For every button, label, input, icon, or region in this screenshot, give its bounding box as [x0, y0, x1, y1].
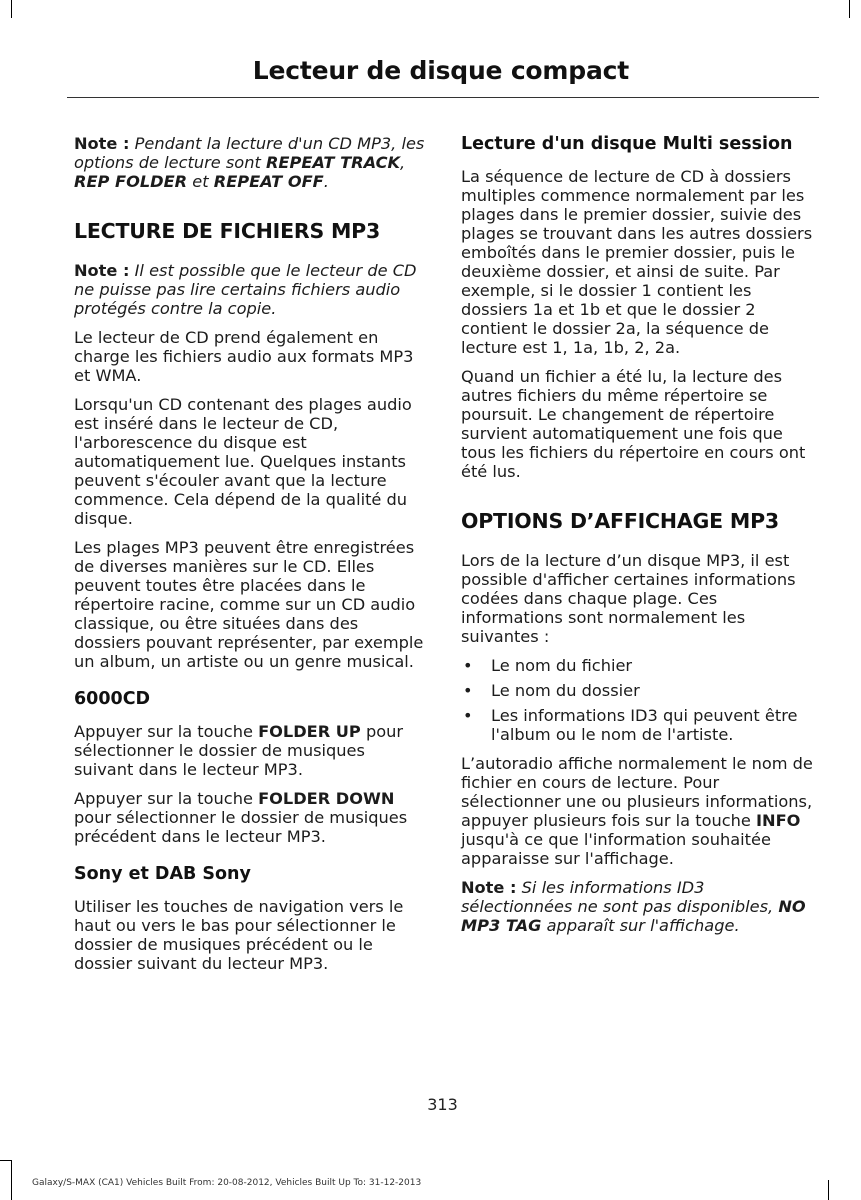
subheading-6000cd: 6000CD [74, 689, 151, 709]
page-title: Lecteur de disque compact [252, 56, 629, 85]
title-divider [67, 97, 819, 98]
paragraph-display-info: Lors de la lecture d’un disque MP3, il est possible d'afficher certaines informations codées dans chaque plage. Ces informations sont normalement les suivantes : [461, 551, 796, 646]
list-item-text: Le nom du dossier [491, 681, 640, 700]
info-list [461, 656, 815, 744]
bullet-icon: • [463, 681, 473, 700]
paragraph-text: pour sélectionner le dossier de musiques suivant dans le lecteur MP3. [74, 722, 404, 779]
key-folder-down: FOLDER DOWN [258, 789, 395, 808]
note-text: Il est possible que le lecteur de CD ne puisse pas lire certains fichiers audio protégés contre la copie. [74, 261, 417, 318]
section-heading-mp3-files: LECTURE DE FICHIERS MP3 [74, 219, 381, 243]
paragraph-cd-inserted: Lorsqu'un CD contenant des plages audio est inséré dans le lecteur de CD, l'arborescence du disque est automatiquement lue. Quelques instants peuvent s'écouler avant que la lecture commence. Cela dépend de la qualité du disque. [74, 395, 412, 528]
paragraph-text: pour sélectionner le dossier de musiques précédent dans le lecteur MP3. [74, 808, 408, 846]
paragraph-multi-session-sequence: La séquence de lecture de CD à dossiers multiples commence normalement par les plages dans le premier dossier, suivie des plages se trouvant dans les autres dossiers emboîtés dans le premier dossier, puis le deuxième dossier, et ainsi de suite. Par exemple, si le dossier 1 contient les dossiers 1a et 1b et que le dossier 2 contient le dossier 2a, la séquence de lecture est 1, 1a, 1b, 2, 2a. [461, 167, 813, 357]
note-label: Note : [461, 878, 517, 897]
paragraph-text: Appuyer sur la touche [74, 789, 259, 808]
list-item-text: Les informations ID3 qui peuvent être l'album ou le nom de l'artiste. [491, 706, 798, 744]
paragraph-mp3-storage: Les plages MP3 peuvent être enregistrées de diverses manières sur le CD. Elles peuvent toutes être placées dans le répertoire racine, comme sur un CD audio classique, ou être situées dans des dossiers pouvant représenter, par exemple un album, un artiste ou un genre musical. [74, 538, 424, 671]
note-label: Note : [74, 261, 130, 280]
note-text: et [187, 172, 214, 191]
subheading-multi-session: Lecture d'un disque Multi session [461, 134, 793, 154]
note-text: Si les informations ID3 sélectionnées ne sont pas disponibles, [461, 878, 779, 916]
note-playback-options [74, 134, 427, 191]
note-keyword-repeat-off: REPEAT OFF [213, 172, 324, 191]
corner-mark-bottom-right-v [828, 1180, 829, 1200]
paragraph-folder-down [74, 789, 427, 846]
paragraph-navigation-keys: Utiliser les touches de navigation vers le haut ou vers le bas pour sélectionner le dossier de musiques précédent ou le dossier suivant du lecteur MP3. [74, 897, 404, 973]
list-item [461, 681, 815, 700]
paragraph-text: jusqu'à ce que l'information souhaitée apparaisse sur l'affichage. [461, 830, 771, 868]
paragraph-text: L’autoradio affiche normalement le nom de fichier en cours de lecture. Pour sélectionner une ou plusieurs informations, appuyer plusieurs fois sur la touche [461, 754, 813, 830]
note-text: . [323, 172, 329, 191]
bullet-icon: • [463, 656, 473, 675]
corner-mark-bottom-left-h [0, 1160, 12, 1161]
note-text: Pendant la lecture d'un CD MP3, les options de lecture sont [74, 134, 425, 172]
corner-mark-top-right-v [849, 0, 850, 18]
paragraph-folder-up [74, 722, 427, 779]
page-number: 313 [427, 1095, 458, 1114]
list-item [461, 706, 815, 744]
left-column [74, 134, 427, 983]
paragraph-info-key [461, 754, 815, 868]
note-text: apparaît sur l'affichage. [541, 916, 740, 935]
corner-mark-bottom-left-v [11, 1160, 12, 1200]
subheading-sony-dab: Sony et DAB Sony [74, 864, 251, 884]
bullet-icon: • [463, 706, 473, 725]
list-item [461, 656, 815, 675]
note-copy-protection [74, 261, 427, 318]
right-column [461, 134, 815, 945]
note-label: Note : [74, 134, 130, 153]
note-id3-unavailable [461, 878, 815, 935]
paragraph-directory-change: Quand un fichier a été lu, la lecture des autres fichiers du même répertoire se poursuit. Le changement de répertoire survient automatiquement une fois que tous les fichiers du répertoire en cours ont été lus. [461, 367, 806, 481]
paragraph-formats: Le lecteur de CD prend également en charge les fichiers audio aux formats MP3 et WMA. [74, 328, 414, 385]
list-item-text: Le nom du fichier [491, 656, 633, 675]
key-folder-up: FOLDER UP [258, 722, 361, 741]
note-text: , [400, 153, 406, 172]
section-heading-display-options: OPTIONS D’AFFICHAGE MP3 [461, 509, 779, 533]
paragraph-text: Appuyer sur la touche [74, 722, 259, 741]
note-keyword-rep-folder: REP FOLDER [74, 172, 188, 191]
note-keyword-repeat-track: REPEAT TRACK [265, 153, 401, 172]
corner-mark-top-left-v [11, 0, 12, 18]
footer-vehicle-info: Galaxy/S-MAX (CA1) Vehicles Built From: 20-08-2012, Vehicles Built Up To: 31-12-2013 [32, 1178, 422, 1188]
note-keyword-no-mp3-tag: NO MP3 TAG [461, 897, 806, 935]
key-info: INFO [756, 811, 801, 830]
